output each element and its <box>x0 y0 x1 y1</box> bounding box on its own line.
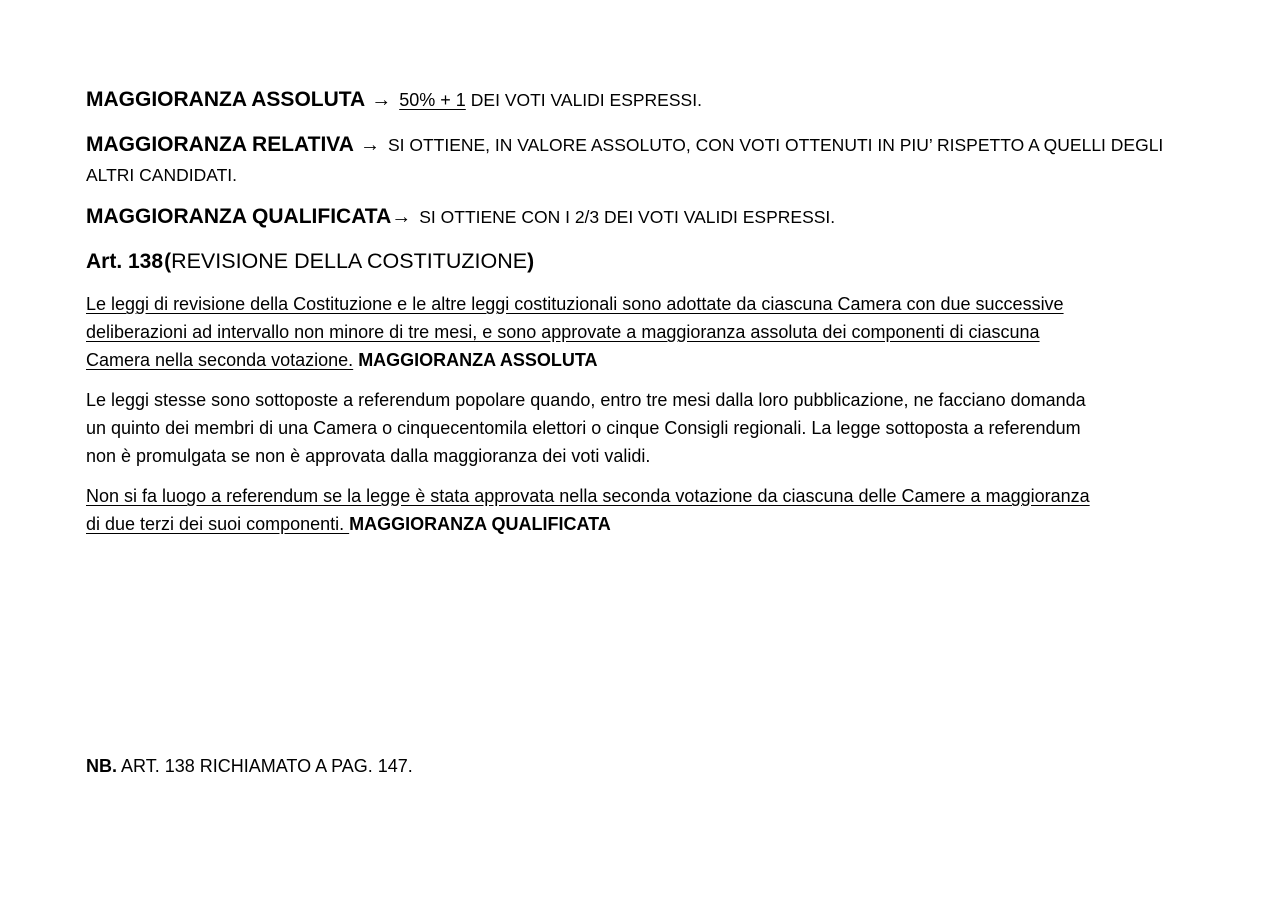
definition-relative-majority <box>86 134 1163 156</box>
article-heading <box>86 250 534 273</box>
paragraph-3-note: MAGGIORANZA QUALIFICATA <box>349 514 611 534</box>
paragraph-3-line-2 <box>86 513 611 535</box>
term-absolute-majority: MAGGIORANZA ASSOLUTA <box>86 88 366 111</box>
definition-text: SI OTTIENE CON I 2/3 DEI VOTI VALIDI ESPRESSI. <box>419 207 836 227</box>
definition-text-continued: ALTRI CANDIDATI. <box>86 165 238 185</box>
footnote-label: NB. <box>86 756 117 776</box>
arrow-right-icon: → <box>359 134 380 156</box>
footnote <box>86 755 413 777</box>
term-relative-majority: MAGGIORANZA RELATIVA <box>86 133 354 156</box>
article-open-paren: ( <box>164 250 172 273</box>
paragraph-2-line-2: un quinto dei membri di una Camera o cinquecentomila elettori o cinque Consigli regionali. La legge sottoposta a referendum <box>86 418 1081 438</box>
arrow-right-icon: → <box>391 206 412 228</box>
definition-absolute-majority <box>86 89 702 111</box>
paragraph-3-text: di due terzi dei suoi componenti. <box>86 514 350 534</box>
value-fifty-plus-one: 50% + 1 <box>399 90 466 110</box>
paragraph-2-line-3: non è promulgata se non è approvata dalla maggioranza dei voti validi. <box>86 446 651 466</box>
arrow-right-icon: → <box>371 89 392 111</box>
term-qualified-majority: MAGGIORANZA QUALIFICATA <box>86 205 392 228</box>
article-title: REVISIONE DELLA COSTITUZIONE <box>171 249 528 273</box>
definition-qualified-majority <box>86 206 835 228</box>
paragraph-1-text: Camera nella seconda votazione. <box>86 350 354 370</box>
definition-text: SI OTTIENE, IN VALORE ASSOLUTO, CON VOTI OTTENUTI IN PIU’ RISPETTO A QUELLI DEGLI <box>387 135 1164 155</box>
definition-text: DEI VOTI VALIDI ESPRESSI. <box>470 90 702 110</box>
paragraph-3-line-1: Non si fa luogo a referendum se la legge è stata approvata nella seconda votazione da ciascuna delle Camere a maggioranza <box>86 486 1090 506</box>
paragraph-1-line-1: Le leggi di revisione della Costituzione e le altre leggi costituzionali sono adottate da ciascuna Camera con due successive <box>86 294 1064 314</box>
paragraph-1-line-3 <box>86 349 598 371</box>
footnote-text: ART. 138 RICHIAMATO A PAG. 147. <box>121 756 413 776</box>
article-label: Art. 138 <box>86 250 164 273</box>
article-close-paren: ) <box>527 250 535 273</box>
paragraph-1-line-2: deliberazioni ad intervallo non minore di tre mesi, e sono approvate a maggioranza assoluta dei componenti di ciascuna <box>86 322 1040 342</box>
paragraph-1-note: MAGGIORANZA ASSOLUTA <box>358 350 598 370</box>
paragraph-2-line-1: Le leggi stesse sono sottoposte a referendum popolare quando, entro tre mesi dalla loro pubblicazione, ne facciano domanda <box>86 390 1086 410</box>
